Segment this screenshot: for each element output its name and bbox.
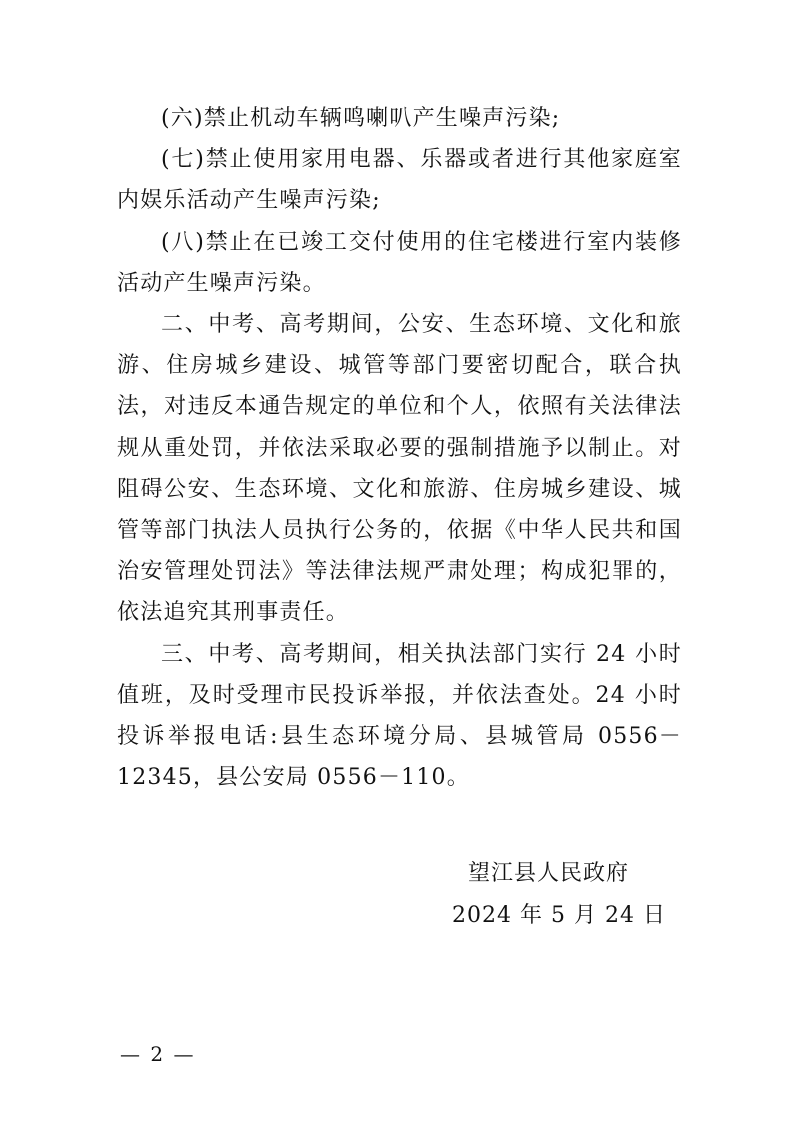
paragraph-item-8: (八)禁止在已竣工交付使用的住宅楼进行室内装修活动产生噪声污染。 <box>117 229 682 296</box>
signature-date: 2024 年 5 月 24 日 <box>452 903 666 928</box>
paragraph-item-6: (六)禁止机动车辆鸣喇叭产生噪声污染; <box>161 106 561 131</box>
page-number: — 2 — <box>120 1042 196 1066</box>
paragraph-section-2: 二、中考、高考期间，公安、生态环境、文化和旅游、住房城乡建设、城管等部门要密切配合，联合执法，对违反本通告规定的单位和个人，依照有关法律法规从重处罚，并依法采取必要的强制措施予以制止。对阻碍公安、生态环境、文化和旅游、住房城乡建设、城管等部门执法人员执行公务的，依据《中华人民共和国治安管理处罚法》等法律法规严肃处理；构成犯罪的，依法追究其刑事责任。 <box>117 312 682 626</box>
paragraph-section-3: 三、中考、高考期间，相关执法部门实行 24 小时值班，及时受理市民投诉举报，并依法查处。24 小时投诉举报电话:县生态环境分局、县城管局 0556－12345，县公安局 0556－110。 <box>117 641 682 791</box>
document-body <box>117 98 682 798</box>
signature-organization: 望江县人民政府 <box>468 861 630 886</box>
paragraph-item-7: (七)禁止使用家用电器、乐器或者进行其他家庭室内娱乐活动产生噪声污染; <box>117 147 682 214</box>
